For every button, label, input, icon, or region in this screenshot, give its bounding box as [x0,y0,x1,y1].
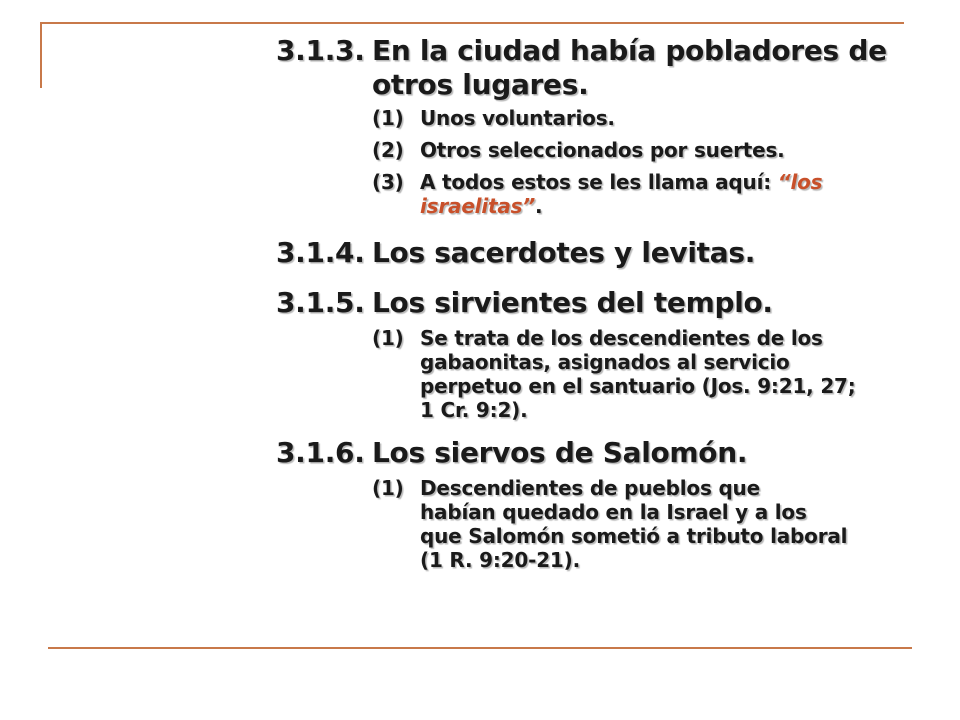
item-line: (1 R. 9:20-21). [420,548,580,572]
item-number: (1) [372,476,404,500]
slide-content [276,34,936,572]
item-line: Descendientes de pueblos que [420,476,760,500]
heading-line: otros lugares. [372,68,589,101]
heading-text [372,34,936,102]
heading-3-1-5 [276,286,936,320]
list-item [372,138,936,162]
item-number: (1) [372,326,404,350]
item-text: Otros seleccionados por suertes. [420,138,785,162]
item-line: 1 Cr. 9:2). [420,398,528,422]
highlighted-term: israelitas” [420,194,536,218]
item-text: Unos voluntarios. [420,106,615,130]
item-number: (2) [372,138,404,162]
item-line: gabaonitas, asignados al servicio [420,350,790,374]
item-text [420,326,936,422]
item-line: que Salomón sometió a tributo laboral [420,524,848,548]
list-item [372,326,936,422]
highlighted-term: “los [777,170,823,194]
heading-3-1-3 [276,34,936,102]
list-item [372,476,936,572]
heading-text: Los sacerdotes y levitas. [372,236,756,269]
item-line: Se trata de los descendientes de los [420,326,823,350]
item-line: perpetuo en el santuario (Jos. 9:21, 27; [420,374,856,398]
item-line: habían quedado en la Israel y a los [420,500,807,524]
heading-number: 3.1.5. [276,286,365,319]
item-text [420,476,936,572]
item-text-part: A todos estos se les llama aquí: [420,170,778,194]
heading-number: 3.1.6. [276,436,365,469]
list-item [372,106,936,130]
heading-line: En la ciudad había pobladores de [372,34,887,67]
heading-number: 3.1.3. [276,34,365,67]
left-rule [40,22,42,88]
item-text-part: . [535,194,543,218]
bottom-rule [48,647,912,649]
heading-text: Los sirvientes del templo. [372,286,773,319]
heading-text: Los siervos de Salomón. [372,436,748,469]
heading-3-1-4 [276,236,936,270]
heading-3-1-6 [276,436,936,470]
top-rule [40,22,904,24]
heading-number: 3.1.4. [276,236,365,269]
item-number: (3) [372,170,404,194]
item-text [420,170,936,218]
list-item [372,170,936,218]
item-number: (1) [372,106,404,130]
